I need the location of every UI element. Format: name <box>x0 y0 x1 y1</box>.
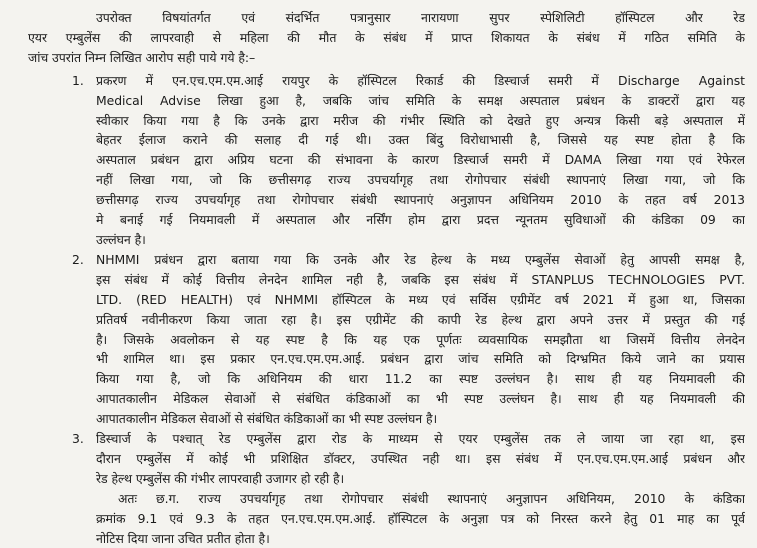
allegation-item-2 <box>28 250 745 429</box>
item-number: 2. <box>72 251 84 267</box>
item-line: नहीं लिखा गया, जो कि छत्तीसगढ़ राज्य उपचर्यागृह तथा रोगोपचार संबंधी स्थापनाएं लिखा गया, जो कि <box>96 172 745 188</box>
item-line: LTD. (RED HEALTH) एवं NHMMI हॉस्पिटल के मध्य एवं सर्विस एग्रीमेंट वर्ष 2021 में हुआ था, जिसका <box>96 291 745 307</box>
item-line: दौरान एम्बुलेंस में कोई भी प्रशिक्षित डॉक्टर, उपस्थित नही था। इस संबंध में एन.एच.एम.एम.आई प्रबंधन और <box>96 450 745 466</box>
closing-line: क्रमांक 9.1 एवं 9.3 के तहत एन.एच.एम.एम.आई. हॉस्पिटल के अनुज्ञा पत्र को निरस्त करने हेतु 01 माह का पूर्व <box>96 510 745 526</box>
item-line: प्रतिवर्ष नवीनीकरण किया जाता रहा है। इस एग्रीमेंट की कापी रेड हेल्थ द्वारा अपने उत्तर में प्रस्तुत की गई <box>96 311 745 327</box>
intro-paragraph <box>28 8 745 68</box>
item-line: 2. NHMMI प्रबंधन द्वारा बताया गया कि उनके और रेड हेल्थ के मध्य एम्बुलेंस सेवाओं हेतु आपसी समक्ष है, <box>28 250 745 270</box>
intro-line: जांच उपरांत निम्न लिखित आरोप सही पाये गये है:– <box>28 49 256 65</box>
item-line: 3. डिस्चार्ज के पश्चात् रेड एम्बुलेंस द्वारा रोड के माध्यम से एयर एम्बुलेंस तक ले जाया जा रहा था, इस <box>28 429 745 449</box>
item-line: है। जिसके अवलोकन से यह स्पष्ट है कि यह एक पूर्णतः व्यवसायिक समझौता था जिसमें वित्तीय लेनदेन <box>96 331 745 347</box>
intro-line: उपरोक्त विषयांतर्गत एवं संदर्भित पत्रानुसार नारायणा सुपर स्पेशिलिटी हॉस्पिटल और रेड <box>96 10 745 25</box>
item-line: इस संबंध में कोई वित्तीय लेनदेन शामिल नही है, जबकि इस संबंध में STANPLUS TECHNOLOGIES PVT. <box>96 271 745 287</box>
allegation-item-1 <box>28 71 745 250</box>
item-line: अस्पताल प्रबंधन द्वारा अप्रिय घटना की संभावना के कारण डिस्चार्ज समरी में DAMA लिखा गया एवं रेफेरल <box>96 152 745 168</box>
closing-line: नोटिस दिया जाना उचित प्रतीत होता है। <box>96 530 270 546</box>
item-line: भी शामिल था। इस प्रकार एन.एच.एम.एम.आई. प्रबंधन द्वारा जांच समिति को दिग्भ्रमित किये जाने का प्रयास <box>96 351 745 367</box>
item-line: बेहतर ईलाज कराने की सलाह दी गई थी। उक्त बिंदु विरोधाभासी है, जिससे यह स्पष्ट होता है कि <box>96 132 745 148</box>
intro-line: एयर एम्बुलेंस की लापरवाही से महिला की मौत के संबंध में प्राप्त शिकायत के संबंध में गठित समिति के <box>28 29 745 45</box>
allegation-item-3 <box>28 429 745 489</box>
item-line: स्वीकार किया गया है कि उनके द्वारा मरीज की गंभीर स्थिति को देखते हुए अन्यत्र किसी बड़े अस्पताल में <box>96 112 745 128</box>
closing-line: अतः छ.ग. राज्य उपचर्यागृह तथा रोगोपचार संबंधी स्थापनाएं अनुज्ञापन अधिनियम, 2010 के कंडिका <box>118 490 745 506</box>
item-line: किया गया है, जो कि अधिनियम की धारा 11.2 का स्पष्ट उल्लंघन है। साथ ही यह नियमावली की <box>96 371 745 387</box>
item-line: रेड हेल्थ एम्बुलेंस की गंभीर लापरवाही उजागर हो रही है। <box>96 470 345 486</box>
item-line: मे बनाई गई नियमावली में अस्पताल और नर्सिंग होम द्वारा प्रदत्त न्यूनतम सुविधाओं की कंडिका 09 का <box>96 212 745 228</box>
item-line: छत्तीसगढ़ राज्य उपचर्यागृह तथा रोगोपचार संबंधी स्थापनाएं अनुज्ञापन अधिनियम 2010 के तहत वर्ष 2013 <box>96 192 745 208</box>
item-line: आपातकालीन मेडिकल सेवाओं से संबंधित कंडिकाओं का भी स्पष्ट उल्लंघन है। साथ ही यह नियमावली की <box>96 391 745 407</box>
item-number: 3. <box>72 431 84 447</box>
item-line: उल्लंघन है। <box>96 231 146 247</box>
item-line: आपातकालीन मेडिकल सेवाओं से संबंधित कंडिकाओं का भी स्पष्ट उल्लंघन है। <box>96 411 438 427</box>
item-number: 1. <box>72 72 84 88</box>
item-line: 1. प्रकरण में एन.एच.एम.एम.आई रायपुर के हॉस्पिटल रिकार्ड की डिस्चार्ज समरी में Discharge Against <box>28 71 745 91</box>
item-line: Medical Advise लिखा हुआ है, जबकि जांच समिति के समक्ष अस्पताल प्रबंधन के डाक्टरों द्वारा यह <box>96 92 745 108</box>
closing-paragraph <box>28 489 745 548</box>
